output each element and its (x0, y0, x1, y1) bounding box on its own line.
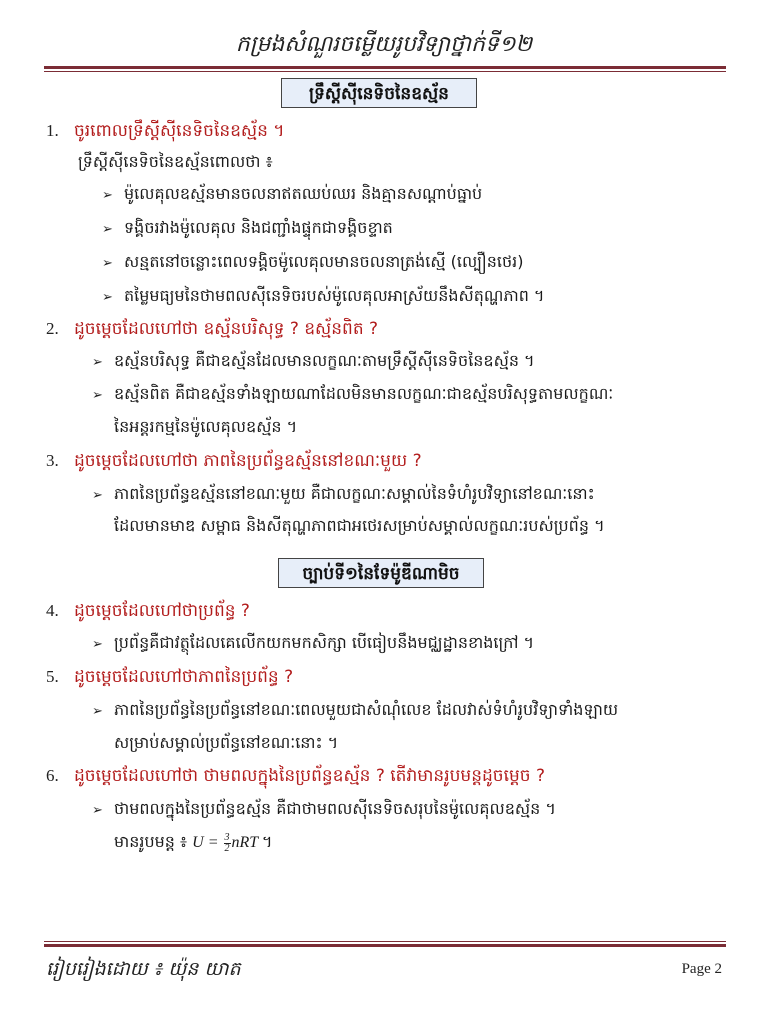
arrow-bullet-icon: ➢ (102, 290, 113, 305)
bullet-item (92, 481, 595, 507)
bullet-text: តម្លៃមធ្យមនៃថាមពលស៊ីនេទិចរបស់ម៉ូលេគុលអាស្រ័យនឹងសីតុណ្ហភាព ។ (124, 286, 545, 305)
question-text: ដូចម្តេចដែលហៅថាភាពនៃប្រព័ន្ធ ? (74, 667, 294, 687)
arrow-bullet-icon: ➢ (92, 388, 103, 403)
question-number: 2. (46, 319, 59, 338)
arrow-bullet-icon: ➢ (92, 803, 103, 818)
arrow-bullet-icon: ➢ (92, 704, 103, 719)
question-text: ដូចម្តេចដែលហៅថា ឧស្ម័នបរិសុទ្ធ ? ឧស្ម័នពិត ? (74, 319, 379, 339)
question-1 (46, 118, 285, 144)
bullet-item (92, 381, 613, 407)
section-title-kinetic-theory: ទ្រឹស្តីស៊ីនេទិចនៃឧស្ម័ន (281, 78, 477, 108)
bullet-item (102, 181, 482, 207)
bullet-item (92, 630, 534, 656)
arrow-bullet-icon: ➢ (102, 188, 113, 203)
formula-label: មានរូបមន្ត ៖ (114, 832, 188, 851)
bullet-text: ថាមពលក្នុងនៃប្រព័ន្ធឧស្ម័ន គឺជាថាមពលស៊ីនេទិចសរុបនៃម៉ូលេគុលឧស្ម័ន ។ (114, 799, 556, 818)
formula-end-mark: ។ (261, 832, 273, 851)
bullet-continuation: ដែលមានមាឌ សម្ពាធ និងសីតុណ្ហភាពជាអថេរសម្រាប់សម្គាល់លក្ខណៈរបស់ប្រព័ន្ធ ។ (114, 516, 605, 535)
footer-author: រៀបរៀងដោយ ៖ យ៉ុន យាត (46, 958, 241, 980)
formula-line (114, 829, 272, 855)
arrow-bullet-icon: ➢ (102, 222, 113, 237)
formula-rhs: nRT (231, 834, 258, 851)
question-text: ដូចម្តេចដែលហៅថា ភាពនៃប្រព័ន្ធឧស្ម័ននៅខណៈមួយ ? (74, 451, 422, 471)
bullet-continuation: នៃអន្តរកម្មនៃម៉ូលេគុលឧស្ម័ន ។ (114, 417, 298, 436)
bullet-text: ភាពនៃប្រព័ន្ធនៃប្រព័ន្ធនៅខណៈពេលមួយជាសំណុំលេខ ដែលវាស់ទំហំរូបវិទ្យាទាំងឡាយ (114, 700, 619, 719)
bullet-item (102, 215, 393, 241)
question-number: 6. (46, 766, 59, 785)
bullet-text: ទង្គិចរវាងម៉ូលេគុល និងជញ្ជាំងផ្ទុកជាទង្គិចខ្ទាត (124, 218, 393, 237)
arrow-bullet-icon: ➢ (92, 637, 103, 652)
internal-energy-formula (192, 831, 262, 854)
fraction-denominator: 2 (224, 842, 230, 854)
section-title-first-law-thermodynamics: ច្បាប់ទី១នៃទែម៉ូឌីណាមិច (278, 558, 484, 588)
formula-lhs: U = (192, 834, 219, 851)
question-2 (46, 316, 378, 342)
bullet-text: ភាពនៃប្រព័ន្ធឧស្ម័ននៅខណៈមួយ គឺជាលក្ខណៈសម្គាល់នៃទំហំរូបវិទ្យានៅខណៈនោះ (114, 484, 595, 503)
question-number: 4. (46, 601, 59, 620)
question-number: 1. (46, 121, 59, 140)
bullet-continuation: សម្រាប់សម្គាល់ប្រព័ន្ធនៅខណៈនោះ ។ (114, 733, 339, 752)
bullet-text: សន្មតនៅចន្លោះពេលទង្គិចម៉ូលេគុលមានចលនាត្រង់ស្មើ (ល្បឿនថេរ) (124, 252, 524, 271)
bullet-text: ប្រព័ន្ធគឺជាវត្ថុដែលគេលើកយកមកសិក្សា បើធៀបនឹងមជ្ឈដ្ឋានខាងក្រៅ ។ (114, 633, 535, 652)
fraction (224, 833, 231, 854)
question-number: 5. (46, 667, 59, 686)
question-3 (46, 448, 422, 474)
bullet-text: ឧស្ម័នបរិសុទ្ធ គឺជាឧស្ម័នដែលមានលក្ខណៈតាមទ្រឹស្តីស៊ីនេទិចនៃឧស្ម័ន ។ (114, 351, 535, 370)
question-4 (46, 598, 250, 624)
question-6 (46, 763, 545, 789)
question-text: ដូចម្តេចដែលហៅថាប្រព័ន្ធ ? (74, 601, 250, 621)
bullet-item (92, 348, 535, 374)
bullet-item (92, 697, 618, 723)
question-number: 3. (46, 451, 59, 470)
answer-intro: ទ្រឹស្តីស៊ីនេទិចនៃឧស្ម័នពោលថា ៖ (78, 152, 273, 171)
bullet-text: ឧស្ម័នពិត គឺជាឧស្ម័នទាំងឡាយណាដែលមិនមានលក្ខណៈជាឧស្ម័នបរិសុទ្ធតាមលក្ខណៈ (114, 384, 614, 403)
bullet-item (102, 249, 523, 275)
page-number: Page 2 (681, 961, 722, 977)
footer-divider (44, 941, 726, 947)
bullet-item (102, 283, 544, 309)
document-header-title: កម្រងសំណួរចម្លើយរូបវិទ្យាថ្នាក់ទី១២ (235, 32, 533, 57)
bullet-item (92, 796, 556, 822)
arrow-bullet-icon: ➢ (92, 488, 103, 503)
header-divider (44, 66, 726, 72)
fraction-numerator: 3 (224, 831, 230, 843)
question-text: ចូរពោលទ្រឹស្តីស៊ីនេទិចនៃឧស្ម័ន ។ (74, 121, 285, 141)
question-text: ដូចម្តេចដែលហៅថា ថាមពលក្នុងនៃប្រព័ន្ធឧស្ម័ន ? តើវាមានរូបមន្តដូចម្តេច ? (74, 766, 545, 786)
arrow-bullet-icon: ➢ (102, 256, 113, 271)
question-5 (46, 664, 293, 690)
arrow-bullet-icon: ➢ (92, 355, 103, 370)
bullet-text: ម៉ូលេគុលឧស្ម័នមានចលនាឥតឈប់ឈរ និងគ្មានសណ្តាប់ធ្នាប់ (124, 184, 483, 203)
